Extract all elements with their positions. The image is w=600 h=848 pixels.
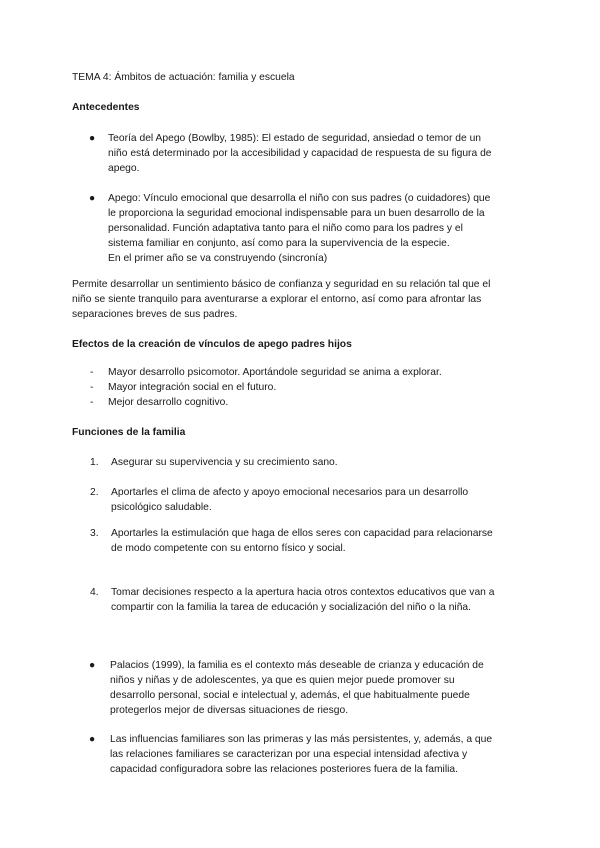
- bullet-line: Teoría del Apego (Bowlby, 1985): El estado de seguridad, ansiedad o temor de un: [108, 133, 482, 144]
- paragraph-permite: Permite desarrollar un sentimiento básico de confianza y seguridad en su relación tal que el niño se siente tranquilo para aventurarse a explorar el entorno, así como para afrontar las separaciones breves de sus padres.: [72, 279, 491, 320]
- section-heading-antecedentes: Antecedentes: [72, 102, 140, 113]
- bullet-line: Apego: Vínculo emocional que desarrolla el niño con sus padres (o cuidadores) que: [108, 193, 491, 204]
- item-number: 1.: [90, 457, 99, 468]
- bullet-marker: ●: [89, 734, 96, 745]
- dash-marker: -: [90, 382, 94, 393]
- bullet-line: sistema familiar en conjunto, así como para la supervivencia de la especie.: [108, 238, 450, 249]
- section-heading-funciones: Funciones de la familia: [72, 427, 186, 438]
- bullet-marker: ●: [89, 133, 96, 144]
- item-number: 4.: [90, 587, 99, 598]
- bullet-marker: ●: [89, 660, 96, 671]
- item-number: 3.: [90, 528, 99, 539]
- list-item: Mayor desarrollo psicomotor. Aportándole seguridad se anima a explorar.: [108, 367, 442, 378]
- document-page: TEMA 4: Ámbitos de actuación: familia y escuela Antecedentes ● Teoría del Apego (Bowlby, 1985): El estado de seguridad, ansiedad o temor de un niño está determinado por la accesibilidad y capacidad de respuesta de su figura de apego. ● Apego: Vínculo emocional que desarrolla el niño con sus padres (o cuidadores) que le proporciona la seguridad emocional indispensable para un buen desarrollo de la personalidad. Función adaptativa tanto para el niño como para los padres y el sistema familiar en conjunto, así como para la supervivencia de la especie. En el primer año se va construyendo (sincronía) Permite desarrollar un sentimiento básico de confianza y seguridad en su relación tal que el niño se siente tranquilo para aventurarse a explorar el entorno, así como para afrontar las separaciones breves de sus padres. Efectos de la creación de vínculos de apego padres hijos - Mayor desarrollo psicomotor. Aportándole seguridad se anima a explorar. - Mayor integración social en el futuro. - Mejor desarrollo cognitivo. Funciones de la familia 1. Asegurar su supervivencia y su crecimiento sano. 2. Aportarles el clima de afecto y apoyo emocional necesarios para un desarrollo psicológico saludable. 3. Aportarles la estimulación que haga de ellos seres con capacidad para relacionarse de modo competente con su entorno físico y social. 4. Tomar decisiones respecto a la apertura hacia otros contextos educativos que van a compartir con la familia la tarea de educación y socialización del niño o la niña. ● Palacios (1999), la familia es el contexto más deseable de crianza y educación de niños y niñas y de adolescentes, ya que es quien mejor puede promover su desarrollo personal, social e intelectual y, además, el que habitualmente puede protegerlos mejor de diversas situaciones de riesgo. ● Las influencias familiares son las primeras y las más persistentes, y, además, a que las relaciones familiares se caracterizan por una especial intensidad afectiva y capacidad configuradora sobre las relaciones posteriores fuera de la familia.: [0, 0, 600, 848]
- bullet-marker: ●: [89, 193, 96, 204]
- bullet-line: le proporciona la seguridad emocional indispensable para un buen desarrollo de la: [108, 208, 485, 219]
- list-item: Mayor integración social en el futuro.: [108, 382, 277, 393]
- section-heading-efectos: Efectos de la creación de vínculos de apego padres hijos: [72, 339, 352, 350]
- bullet-line: personalidad. Función adaptativa tanto para el niño como para los padres y el: [108, 223, 463, 234]
- bullet-line: niño está determinado por la accesibilidad y capacidad de respuesta de su figura de: [108, 148, 492, 159]
- bullet-line: En el primer año se va construyendo (sincronía): [108, 253, 328, 264]
- bullet-line: apego.: [108, 163, 140, 174]
- list-item: Mejor desarrollo cognitivo.: [108, 397, 229, 408]
- item-number: 2.: [90, 487, 99, 498]
- dash-marker: -: [90, 397, 94, 408]
- page-title: TEMA 4: Ámbitos de actuación: familia y escuela: [72, 72, 295, 83]
- dash-marker: -: [90, 367, 94, 378]
